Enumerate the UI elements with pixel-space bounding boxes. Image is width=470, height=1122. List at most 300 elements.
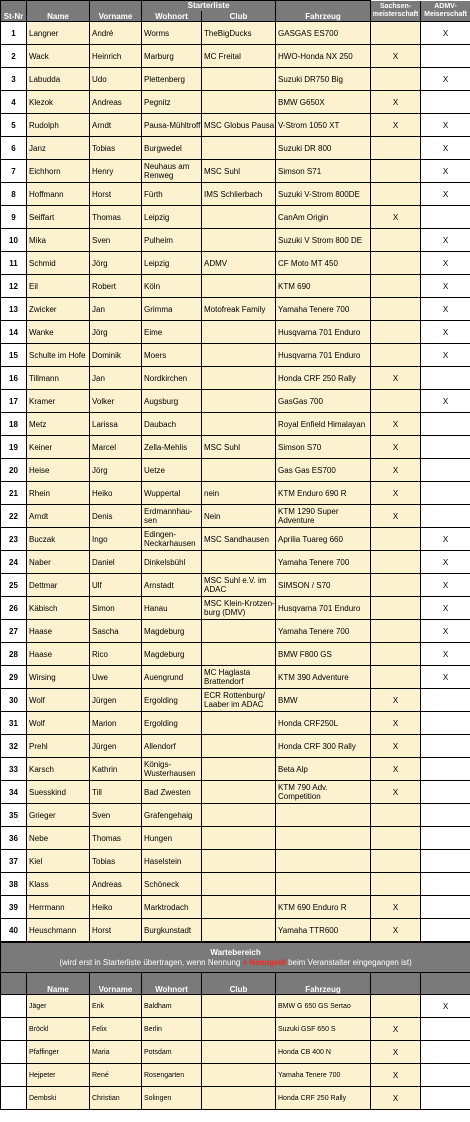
waiting-name: Hejpeter: [27, 1064, 90, 1087]
start-number: 38: [1, 873, 27, 896]
table-row: [1, 114, 470, 137]
table-row: [1, 22, 470, 45]
rider-wohnort: Burgwedel: [142, 137, 202, 160]
start-number: 39: [1, 896, 27, 919]
rider-vorname: Andreas: [90, 91, 142, 114]
rider-fahrzeug: [276, 804, 371, 827]
rider-fahrzeug: Beta Alp: [276, 758, 371, 781]
waiting-fahrzeug: Honda CRF 250 Rally: [276, 1087, 371, 1110]
admv-mark: X: [421, 597, 470, 620]
sachsen-mark: [371, 620, 421, 643]
rider-vorname: Uwe: [90, 666, 142, 689]
rider-name: Dettmar: [27, 574, 90, 597]
rider-vorname: Sascha: [90, 620, 142, 643]
start-number: 19: [1, 436, 27, 459]
start-number: 15: [1, 344, 27, 367]
rider-club: TheBigDucks: [202, 22, 276, 45]
rider-wohnort: Hanau: [142, 597, 202, 620]
rider-vorname: Henry: [90, 160, 142, 183]
admv-mark: X: [421, 68, 470, 91]
rider-name: Eichhorn: [27, 160, 90, 183]
table-row: [1, 827, 470, 850]
sachsen-mark: X: [371, 781, 421, 804]
rider-name: Arndt: [27, 505, 90, 528]
rider-vorname: Andreas: [90, 873, 142, 896]
admv-mark: X: [421, 620, 470, 643]
rider-name: Metz: [27, 413, 90, 436]
start-number: 3: [1, 68, 27, 91]
rider-vorname: Sven: [90, 804, 142, 827]
rider-fahrzeug: Husqvarna 701 Enduro: [276, 597, 371, 620]
waiting-name: Dembski: [27, 1087, 90, 1110]
col-admv: ADMV-Meiserschaft: [421, 1, 470, 22]
rider-fahrzeug: CF Moto MT 450: [276, 252, 371, 275]
admv-mark: X: [421, 390, 470, 413]
start-number: 2: [1, 45, 27, 68]
rider-club: [202, 735, 276, 758]
waiting-number: [1, 1018, 27, 1041]
waiting-header-row: [1, 973, 470, 995]
waiting-wohnort: Rosengarten: [142, 1064, 202, 1087]
table-row: [1, 459, 470, 482]
waiting-title-row: [1, 943, 470, 973]
rider-wohnort: Leipzig: [142, 252, 202, 275]
table-row: [1, 873, 470, 896]
start-number: 17: [1, 390, 27, 413]
starterliste-title: Starterliste: [142, 1, 276, 11]
waiting-wohnort: Potsdam: [142, 1041, 202, 1064]
admv-mark: X: [421, 160, 470, 183]
waiting-name: Jäger: [27, 995, 90, 1018]
waiting-club: [202, 1064, 276, 1087]
rider-vorname: Ulf: [90, 574, 142, 597]
table-row: [1, 183, 470, 206]
rider-club: MSC Suhl: [202, 436, 276, 459]
waiting-fahrzeug: Honda CB 400 N: [276, 1041, 371, 1064]
rider-club: ADMV: [202, 252, 276, 275]
rider-vorname: Jürgen: [90, 735, 142, 758]
table-row: [1, 643, 470, 666]
col-fahrzeug: Fahrzeug: [276, 11, 371, 22]
rider-club: [202, 873, 276, 896]
waiting-vorname: René: [90, 1064, 142, 1087]
sachsen-mark: X: [371, 436, 421, 459]
rider-wohnort: Magdeburg: [142, 643, 202, 666]
sachsen-mark: [371, 183, 421, 206]
waiting-note-fee: + Nenngeld: [242, 957, 286, 967]
waiting-admv-mark: X: [421, 995, 470, 1018]
sachsen-mark: [371, 298, 421, 321]
start-number: 33: [1, 758, 27, 781]
admv-mark: [421, 850, 470, 873]
admv-mark: X: [421, 643, 470, 666]
rider-name: Karsch: [27, 758, 90, 781]
rider-club: ECR Rottenburg/ Laaber im ADAC: [202, 689, 276, 712]
rider-name: Schulte im Hofe: [27, 344, 90, 367]
waiting-fahrzeug: Yamaha Tenere 700: [276, 1064, 371, 1087]
waiting-admv-mark: [421, 1087, 470, 1110]
waiting-number: [1, 1041, 27, 1064]
rider-club: Nein: [202, 505, 276, 528]
rider-club: MC Haglasta Brattendorf: [202, 666, 276, 689]
rider-vorname: Daniel: [90, 551, 142, 574]
rider-club: [202, 758, 276, 781]
admv-mark: [421, 735, 470, 758]
rider-club: MC Freital: [202, 45, 276, 68]
rider-wohnort: Hungen: [142, 827, 202, 850]
waiting-col-fahrzeug: Fahrzeug: [276, 973, 371, 995]
waiting-row: [1, 1087, 470, 1110]
start-number: 31: [1, 712, 27, 735]
rider-club: [202, 229, 276, 252]
admv-mark: X: [421, 229, 470, 252]
start-number: 4: [1, 91, 27, 114]
admv-mark: [421, 367, 470, 390]
rider-wohnort: Edingen-Neckarhausen: [142, 528, 202, 551]
rider-vorname: Dominik: [90, 344, 142, 367]
start-number: 26: [1, 597, 27, 620]
start-number: 16: [1, 367, 27, 390]
sachsen-mark: [371, 275, 421, 298]
rider-vorname: Horst: [90, 919, 142, 942]
rider-name: Käbisch: [27, 597, 90, 620]
table-row: [1, 528, 470, 551]
rider-name: Klass: [27, 873, 90, 896]
rider-club: [202, 551, 276, 574]
table-row: [1, 666, 470, 689]
sachsen-mark: X: [371, 712, 421, 735]
sachsen-mark: [371, 321, 421, 344]
table-row: [1, 344, 470, 367]
rider-vorname: Till: [90, 781, 142, 804]
rider-fahrzeug: Aprilia Tuareg 660: [276, 528, 371, 551]
sachsen-mark: X: [371, 45, 421, 68]
rider-wohnort: Magdeburg: [142, 620, 202, 643]
rider-fahrzeug: Suzuki V-Strom 800DE: [276, 183, 371, 206]
rider-name: Tillmann: [27, 367, 90, 390]
start-number: 28: [1, 643, 27, 666]
sachsen-mark: X: [371, 91, 421, 114]
rider-name: Schmid: [27, 252, 90, 275]
rider-wohnort: Leipzig: [142, 206, 202, 229]
waiting-sachsen-mark: X: [371, 1018, 421, 1041]
rider-fahrzeug: GasGas 700: [276, 390, 371, 413]
waiting-col-wohnort: Wohnort: [142, 973, 202, 995]
rider-fahrzeug: Yamaha TTR600: [276, 919, 371, 942]
waiting-note-start: (wird erst in Starterliste übertragen, wenn Nennung: [59, 957, 241, 967]
waiting-col-name: Name: [27, 973, 90, 995]
rider-vorname: Udo: [90, 68, 142, 91]
rider-wohnort: Nordkirchen: [142, 367, 202, 390]
rider-name: Labudda: [27, 68, 90, 91]
start-number: 25: [1, 574, 27, 597]
rider-name: Keiner: [27, 436, 90, 459]
col-st-nr: St-Nr: [1, 11, 27, 22]
rider-vorname: Heinrich: [90, 45, 142, 68]
rider-wohnort: Erdmannhau-sen: [142, 505, 202, 528]
rider-name: Nebe: [27, 827, 90, 850]
rider-club: [202, 850, 276, 873]
waiting-col-vorname: Vorname: [90, 973, 142, 995]
rider-fahrzeug: Suzuki DR750 Big: [276, 68, 371, 91]
rider-fahrzeug: KTM 390 Adventure: [276, 666, 371, 689]
waiting-sachsen-mark: X: [371, 1087, 421, 1110]
rider-vorname: Volker: [90, 390, 142, 413]
sachsen-mark: X: [371, 689, 421, 712]
rider-wohnort: Moers: [142, 344, 202, 367]
table-row: [1, 206, 470, 229]
waiting-sachsen-mark: [371, 995, 421, 1018]
rider-vorname: Marion: [90, 712, 142, 735]
rider-fahrzeug: [276, 850, 371, 873]
rider-vorname: Jan: [90, 367, 142, 390]
start-number: 12: [1, 275, 27, 298]
rider-name: Naber: [27, 551, 90, 574]
rider-fahrzeug: Honda CRF 250 Rally: [276, 367, 371, 390]
admv-mark: [421, 45, 470, 68]
sachsen-mark: [371, 252, 421, 275]
start-number: 20: [1, 459, 27, 482]
sachsen-mark: [371, 528, 421, 551]
rider-vorname: Jan: [90, 298, 142, 321]
rider-wohnort: Daubach: [142, 413, 202, 436]
rider-wohnort: Haselstein: [142, 850, 202, 873]
sachsen-mark: [371, 390, 421, 413]
rider-vorname: Thomas: [90, 206, 142, 229]
sachsen-mark: X: [371, 735, 421, 758]
start-number: 21: [1, 482, 27, 505]
sachsen-mark: X: [371, 896, 421, 919]
admv-mark: X: [421, 22, 470, 45]
rider-name: Heuschmann: [27, 919, 90, 942]
rider-club: [202, 712, 276, 735]
col-name: Name: [27, 11, 90, 22]
rider-vorname: Arndt: [90, 114, 142, 137]
sachsen-mark: [371, 873, 421, 896]
rider-club: [202, 275, 276, 298]
rider-club: MSC Klein-Krotzen-burg (DMV): [202, 597, 276, 620]
rider-fahrzeug: Yamaha Tenere 700: [276, 620, 371, 643]
table-row: [1, 436, 470, 459]
rider-name: Seiffart: [27, 206, 90, 229]
rider-club: [202, 459, 276, 482]
rider-wohnort: Ergolding: [142, 712, 202, 735]
rider-club: MSC Sandhausen: [202, 528, 276, 551]
rider-vorname: Robert: [90, 275, 142, 298]
admv-mark: [421, 436, 470, 459]
rider-club: [202, 390, 276, 413]
rider-club: MSC Suhl e.V. im ADAC: [202, 574, 276, 597]
waiting-sachsen-mark: X: [371, 1064, 421, 1087]
sachsen-mark: [371, 68, 421, 91]
sachsen-mark: [371, 551, 421, 574]
waiting-wohnort: Solingen: [142, 1087, 202, 1110]
rider-name: Suesskind: [27, 781, 90, 804]
rider-vorname: Simon: [90, 597, 142, 620]
waiting-number: [1, 1087, 27, 1110]
rider-wohnort: Pausa-Mühltroff: [142, 114, 202, 137]
rider-vorname: Jörg: [90, 459, 142, 482]
rider-club: [202, 896, 276, 919]
sachsen-mark: X: [371, 367, 421, 390]
sachsen-mark: [371, 22, 421, 45]
rider-vorname: Denis: [90, 505, 142, 528]
rider-name: Heise: [27, 459, 90, 482]
admv-mark: [421, 804, 470, 827]
start-number: 35: [1, 804, 27, 827]
rider-club: [202, 321, 276, 344]
admv-mark: [421, 91, 470, 114]
rider-club: [202, 643, 276, 666]
sachsen-mark: [371, 666, 421, 689]
rider-wohnort: Worms: [142, 22, 202, 45]
rider-name: Kiel: [27, 850, 90, 873]
rider-name: Kramer: [27, 390, 90, 413]
table-row: [1, 551, 470, 574]
start-number: 14: [1, 321, 27, 344]
table-row: [1, 252, 470, 275]
rider-name: Wolf: [27, 712, 90, 735]
rider-club: [202, 413, 276, 436]
start-number: 30: [1, 689, 27, 712]
rider-club: [202, 620, 276, 643]
sachsen-mark: [371, 643, 421, 666]
rider-fahrzeug: BMW: [276, 689, 371, 712]
waiting-name: Pfaffinger: [27, 1041, 90, 1064]
start-number: 29: [1, 666, 27, 689]
rider-fahrzeug: GASGAS ES700: [276, 22, 371, 45]
admv-mark: [421, 206, 470, 229]
rider-vorname: Larissa: [90, 413, 142, 436]
waiting-number: [1, 1064, 27, 1087]
rider-vorname: Rico: [90, 643, 142, 666]
rider-name: Haase: [27, 620, 90, 643]
rider-club: Motofreak Family: [202, 298, 276, 321]
rider-name: Mika: [27, 229, 90, 252]
admv-mark: [421, 781, 470, 804]
rider-vorname: Sven: [90, 229, 142, 252]
table-row: [1, 597, 470, 620]
waiting-vorname: Erik: [90, 995, 142, 1018]
rider-name: Eil: [27, 275, 90, 298]
start-number: 34: [1, 781, 27, 804]
table-row: [1, 574, 470, 597]
table-row: [1, 781, 470, 804]
rider-vorname: Heiko: [90, 482, 142, 505]
sachsen-mark: [371, 597, 421, 620]
admv-mark: [421, 689, 470, 712]
rider-wohnort: Köln: [142, 275, 202, 298]
start-number: 24: [1, 551, 27, 574]
rider-fahrzeug: KTM 690 Enduro R: [276, 896, 371, 919]
rider-name: Zwicker: [27, 298, 90, 321]
rider-vorname: Ingo: [90, 528, 142, 551]
admv-mark: [421, 827, 470, 850]
waiting-sachsen-mark: X: [371, 1041, 421, 1064]
rider-vorname: Heiko: [90, 896, 142, 919]
admv-mark: [421, 413, 470, 436]
admv-mark: [421, 896, 470, 919]
rider-club: [202, 804, 276, 827]
rider-vorname: Thomas: [90, 827, 142, 850]
table-row: [1, 390, 470, 413]
sachsen-mark: [371, 827, 421, 850]
rider-wohnort: Bad Zwesten: [142, 781, 202, 804]
rider-name: Prehl: [27, 735, 90, 758]
start-number: 9: [1, 206, 27, 229]
waiting-row: [1, 1041, 470, 1064]
table-row: [1, 275, 470, 298]
rider-fahrzeug: Honda CRF 300 Rally: [276, 735, 371, 758]
rider-name: Buczak: [27, 528, 90, 551]
sachsen-mark: [371, 229, 421, 252]
table-row: [1, 68, 470, 91]
rider-vorname: Tobias: [90, 137, 142, 160]
rider-wohnort: Schöneck: [142, 873, 202, 896]
rider-fahrzeug: KTM 790 Adv. Competition: [276, 781, 371, 804]
rider-vorname: Jörg: [90, 321, 142, 344]
rider-club: MSC Suhl: [202, 160, 276, 183]
rider-club: [202, 91, 276, 114]
table-row: [1, 850, 470, 873]
rider-wohnort: Allendorf: [142, 735, 202, 758]
table-row: [1, 229, 470, 252]
sachsen-mark: [371, 850, 421, 873]
rider-fahrzeug: [276, 827, 371, 850]
waiting-club: [202, 1041, 276, 1064]
start-number: 32: [1, 735, 27, 758]
rider-wohnort: Grimma: [142, 298, 202, 321]
start-number: 27: [1, 620, 27, 643]
waiting-wohnort: Baldham: [142, 995, 202, 1018]
rider-fahrzeug: Suzuki V Strom 800 DE: [276, 229, 371, 252]
sachsen-mark: [371, 137, 421, 160]
col-club: Club: [202, 11, 276, 22]
rider-club: [202, 367, 276, 390]
rider-name: Wirsing: [27, 666, 90, 689]
admv-mark: X: [421, 183, 470, 206]
waiting-banner: [1, 943, 470, 973]
rider-wohnort: Marburg: [142, 45, 202, 68]
rider-club: [202, 68, 276, 91]
start-number: 5: [1, 114, 27, 137]
rider-name: Herrmann: [27, 896, 90, 919]
rider-fahrzeug: Gas Gas ES700: [276, 459, 371, 482]
admv-mark: [421, 459, 470, 482]
table-row: [1, 298, 470, 321]
start-number: 10: [1, 229, 27, 252]
sachsen-mark: X: [371, 482, 421, 505]
sachsen-mark: [371, 574, 421, 597]
start-number: 22: [1, 505, 27, 528]
rider-club: [202, 919, 276, 942]
start-number: 23: [1, 528, 27, 551]
rider-wohnort: Auengrund: [142, 666, 202, 689]
sachsen-mark: [371, 344, 421, 367]
waiting-row: [1, 995, 470, 1018]
rider-fahrzeug: Honda CRF250L: [276, 712, 371, 735]
admv-mark: X: [421, 666, 470, 689]
rider-wohnort: Burgkunstadt: [142, 919, 202, 942]
rider-wohnort: Ergolding: [142, 689, 202, 712]
table-row: [1, 712, 470, 735]
rider-vorname: Jörg: [90, 252, 142, 275]
rider-fahrzeug: Yamaha Tenere 700: [276, 298, 371, 321]
start-number: 37: [1, 850, 27, 873]
admv-mark: X: [421, 344, 470, 367]
start-number: 36: [1, 827, 27, 850]
col-wohnort: Wohnort: [142, 11, 202, 22]
